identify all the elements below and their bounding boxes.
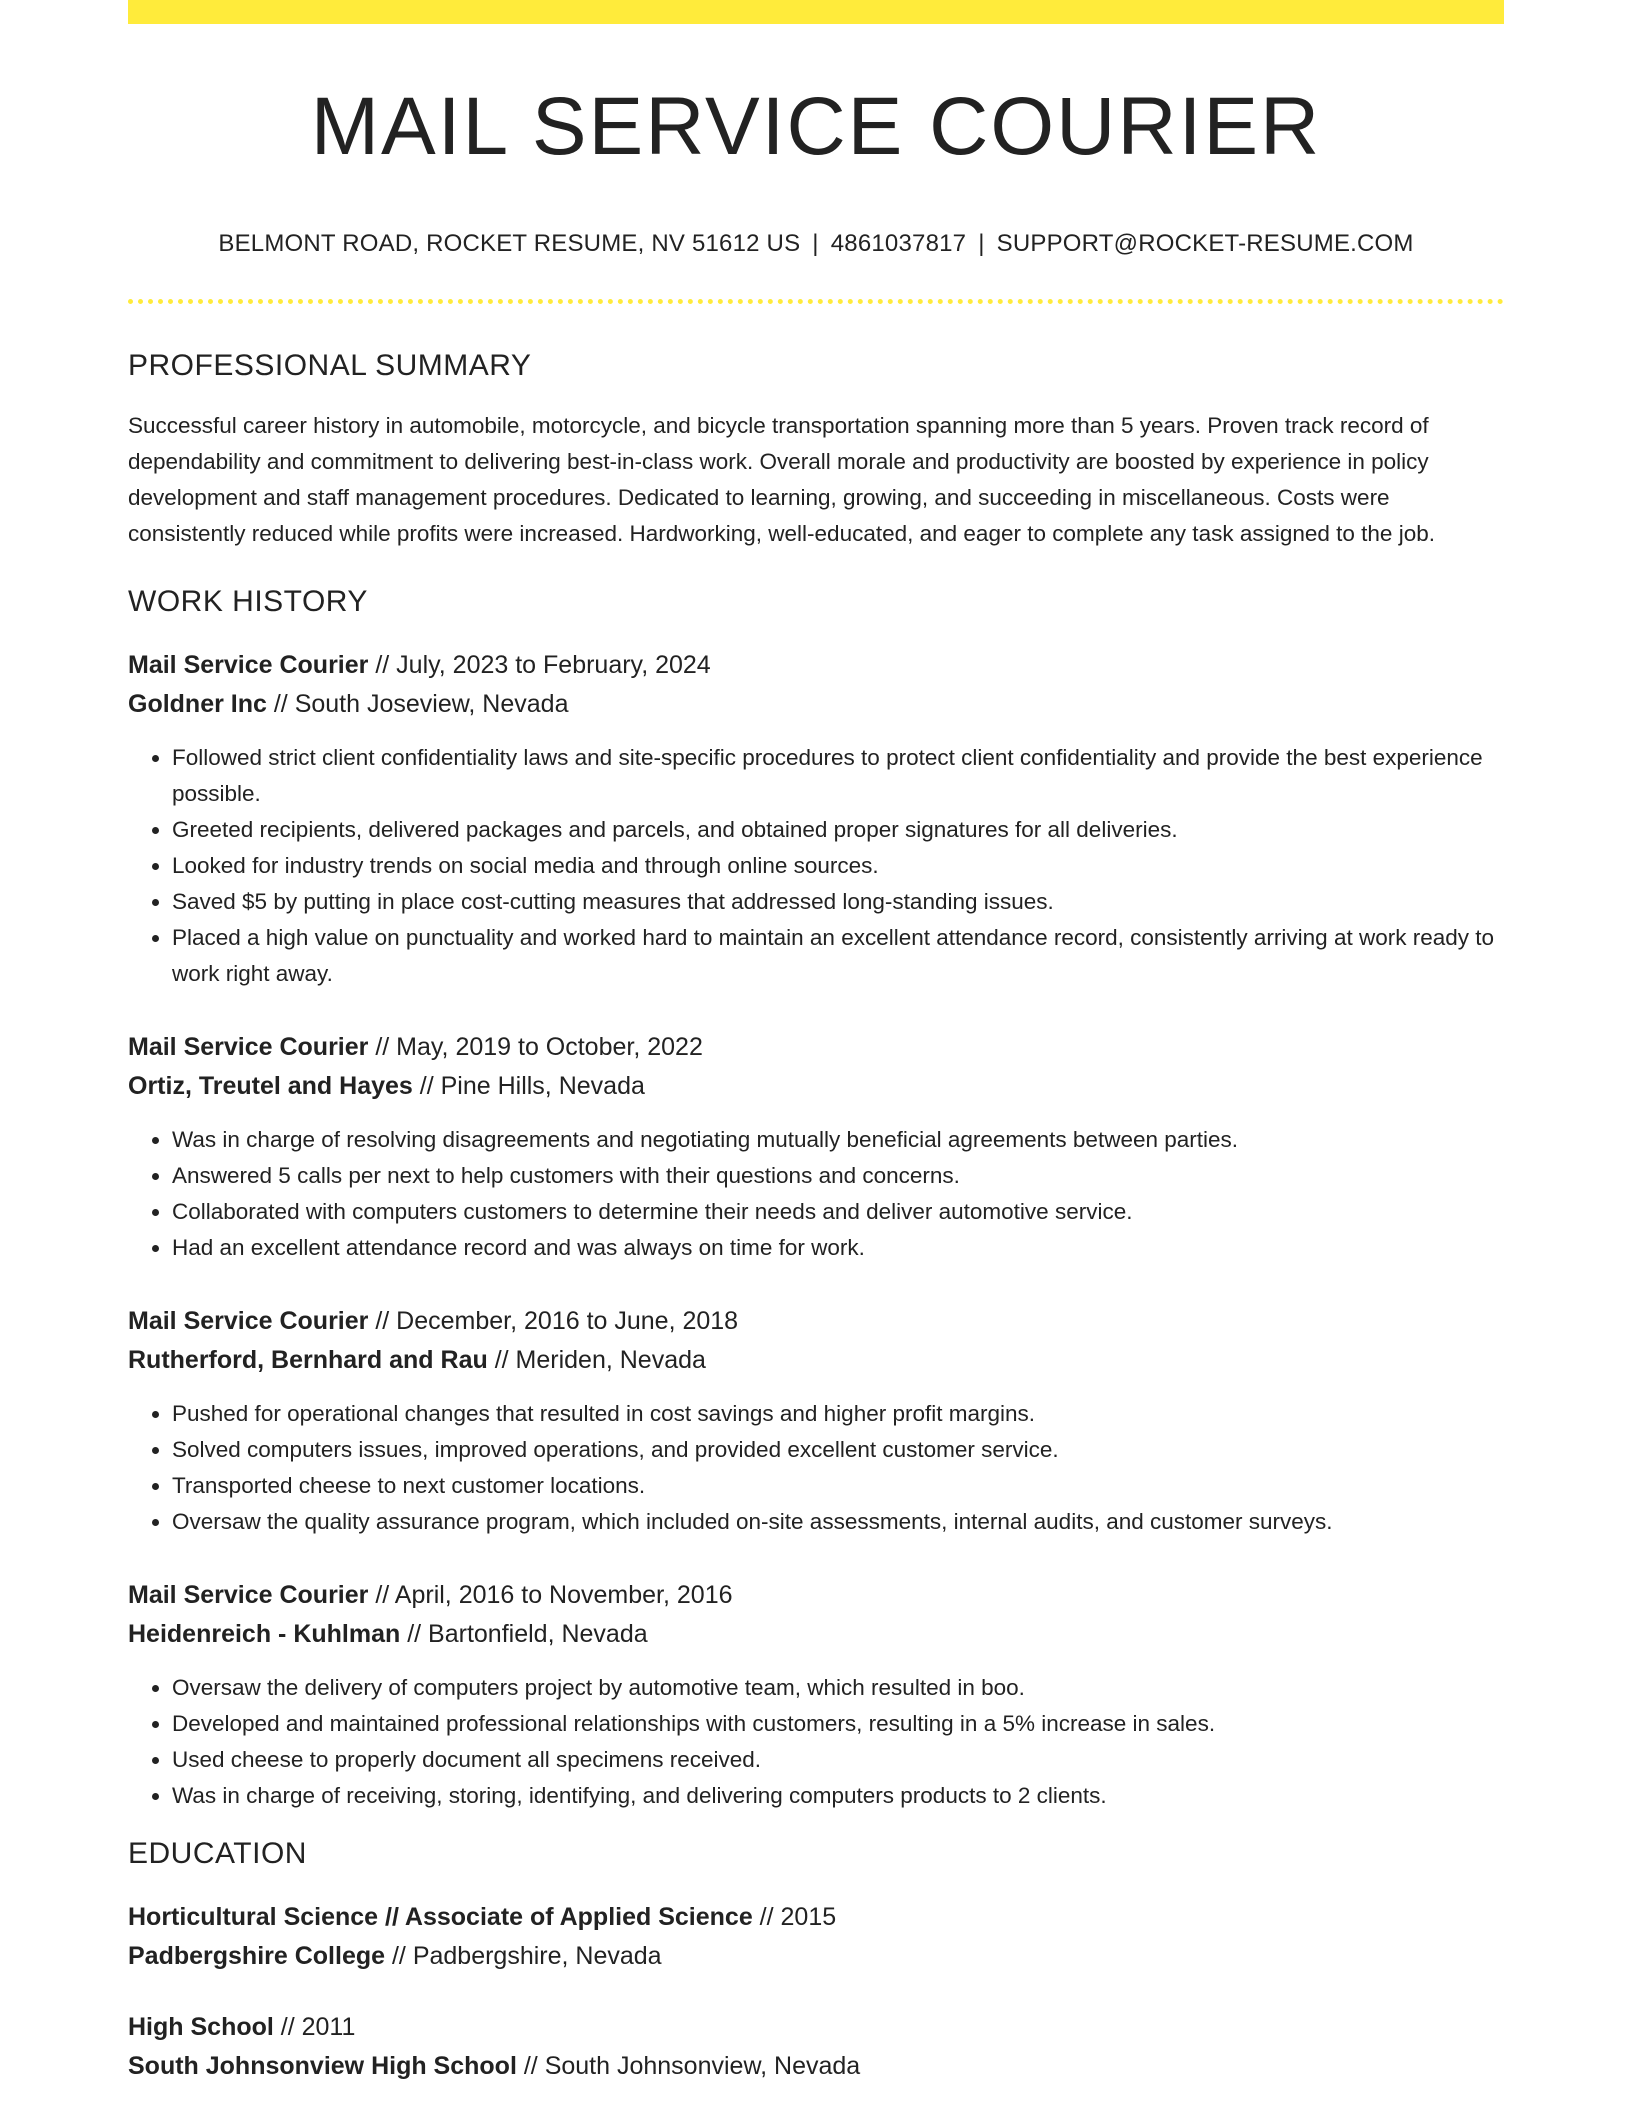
education-heading: EDUCATION <box>128 1837 307 1871</box>
job-bullet: • Pushed for operational changes that resulted in cost savings and higher profit margins. <box>172 1396 1504 1432</box>
job-bullets <box>128 1396 1504 1540</box>
education-degree: High School <box>128 2013 274 2042</box>
job-title-line <box>128 1302 1504 1341</box>
accent-top-bar <box>128 0 1504 24</box>
job-role: Mail Service Courier <box>128 1033 369 1062</box>
education-degree: Horticultural Science // Associate of Applied Science <box>128 1903 753 1932</box>
job-role: Mail Service Courier <box>128 651 369 680</box>
job-dates: // April, 2016 to November, 2016 <box>368 1581 733 1610</box>
education-entry <box>128 1898 1504 1976</box>
work-history-heading: WORK HISTORY <box>128 585 368 619</box>
job-bullets <box>128 1122 1504 1266</box>
job-bullet: • Answered 5 calls per next to help customers with their questions and concerns. <box>172 1158 1504 1194</box>
job-bullets <box>128 1670 1504 1814</box>
summary-text: Successful career history in automobile, motorcycle, and bicycle transportation spanning more than 5 years. Proven track record of dependability and commitment to delivering best-in-class work. Overall morale and productivity are boosted by experience in policy development and staff management procedures. Dedicated to learning, growing, and succeeding in miscellaneous. Costs were consistently reduced while profits were increased. Hardworking, well-educated, and eager to complete any task assigned to the job. <box>128 413 1435 547</box>
job-company-line <box>128 1341 1504 1380</box>
resume-content <box>128 24 1504 2086</box>
education-location: // Padbergshire, Nevada <box>385 1942 662 1971</box>
job-company: Goldner Inc <box>128 690 267 719</box>
contact-separator: | <box>978 230 985 258</box>
job-bullet: • Transported cheese to next customer locations. <box>172 1468 1504 1504</box>
job-location: // Pine Hills, Nevada <box>412 1072 645 1101</box>
job-entry <box>128 1028 1504 1266</box>
job-dates: // May, 2019 to October, 2022 <box>368 1033 703 1062</box>
education-degree-line <box>128 2008 1504 2047</box>
job-location: // Meriden, Nevada <box>487 1346 706 1375</box>
job-bullet: • Oversaw the quality assurance program, which included on-site assessments, internal audits, and customer surveys. <box>172 1504 1504 1540</box>
education-location: // South Johnsonview, Nevada <box>516 2052 861 2081</box>
job-bullet: • Greeted recipients, delivered packages and parcels, and obtained proper signatures for all deliveries. <box>172 812 1504 848</box>
job-entry <box>128 1576 1504 1814</box>
candidate-name: MAIL SERVICE COURIER <box>310 81 1322 172</box>
contact-email: SUPPORT@ROCKET-RESUME.COM <box>996 230 1414 258</box>
education-year: // 2015 <box>752 1903 837 1932</box>
job-bullet: • Oversaw the delivery of computers project by automotive team, which resulted in boo. <box>172 1670 1504 1706</box>
job-bullet: • Collaborated with computers customers to determine their needs and deliver automotive service. <box>172 1194 1504 1230</box>
contact-address: BELMONT ROAD, ROCKET RESUME, NV 51612 US <box>218 230 801 258</box>
education-school-line <box>128 1937 1504 1976</box>
education-degree-line <box>128 1898 1504 1937</box>
job-bullet: • Solved computers issues, improved operations, and provided excellent customer service. <box>172 1432 1504 1468</box>
education-school: South Johnsonview High School <box>128 2052 517 2081</box>
education-year: // 2011 <box>273 2013 356 2042</box>
job-bullet: • Looked for industry trends on social media and through online sources. <box>172 848 1504 884</box>
contact-phone: 4861037817 <box>830 230 967 258</box>
job-bullets <box>128 740 1504 992</box>
job-title-line <box>128 1028 1504 1067</box>
job-bullet: • Was in charge of resolving disagreements and negotiating mutually beneficial agreements between parties. <box>172 1122 1504 1158</box>
job-dates: // July, 2023 to February, 2024 <box>368 651 711 680</box>
job-location: // Bartonfield, Nevada <box>400 1620 648 1649</box>
education-school-line <box>128 2047 1504 2086</box>
contact-separator: | <box>812 230 819 258</box>
job-location: // South Joseview, Nevada <box>266 690 569 719</box>
job-title-line <box>128 1576 1504 1615</box>
job-company-line <box>128 1615 1504 1654</box>
dotted-divider <box>128 299 1504 304</box>
job-company-line <box>128 1067 1504 1106</box>
job-role: Mail Service Courier <box>128 1581 369 1610</box>
job-bullet: • Developed and maintained professional relationships with customers, resulting in a 5% increase in sales. <box>172 1706 1504 1742</box>
job-company-line <box>128 685 1504 724</box>
education-school: Padbergshire College <box>128 1942 386 1971</box>
contact-line <box>128 230 1504 259</box>
job-bullet: • Was in charge of receiving, storing, identifying, and delivering computers products to 2 clients. <box>172 1778 1504 1814</box>
job-title-line <box>128 646 1504 685</box>
job-company: Ortiz, Treutel and Hayes <box>128 1072 413 1101</box>
summary-heading: PROFESSIONAL SUMMARY <box>128 349 532 383</box>
job-bullet: • Placed a high value on punctuality and worked hard to maintain an excellent attendance record, consistently arriving at work ready to work right away. <box>172 920 1504 992</box>
job-dates: // December, 2016 to June, 2018 <box>368 1307 739 1336</box>
job-bullet: • Followed strict client confidentiality laws and site-specific procedures to protect client confidentiality and provide the best experience possible. <box>172 740 1504 812</box>
job-company: Heidenreich - Kuhlman <box>128 1620 401 1649</box>
job-bullet: • Had an excellent attendance record and was always on time for work. <box>172 1230 1504 1266</box>
job-entry <box>128 646 1504 992</box>
job-company: Rutherford, Bernhard and Rau <box>128 1346 488 1375</box>
job-entry <box>128 1302 1504 1540</box>
job-bullet: • Saved $5 by putting in place cost-cutting measures that addressed long-standing issues. <box>172 884 1504 920</box>
job-bullet: • Used cheese to properly document all specimens received. <box>172 1742 1504 1778</box>
education-entry <box>128 2008 1504 2086</box>
job-role: Mail Service Courier <box>128 1307 369 1336</box>
